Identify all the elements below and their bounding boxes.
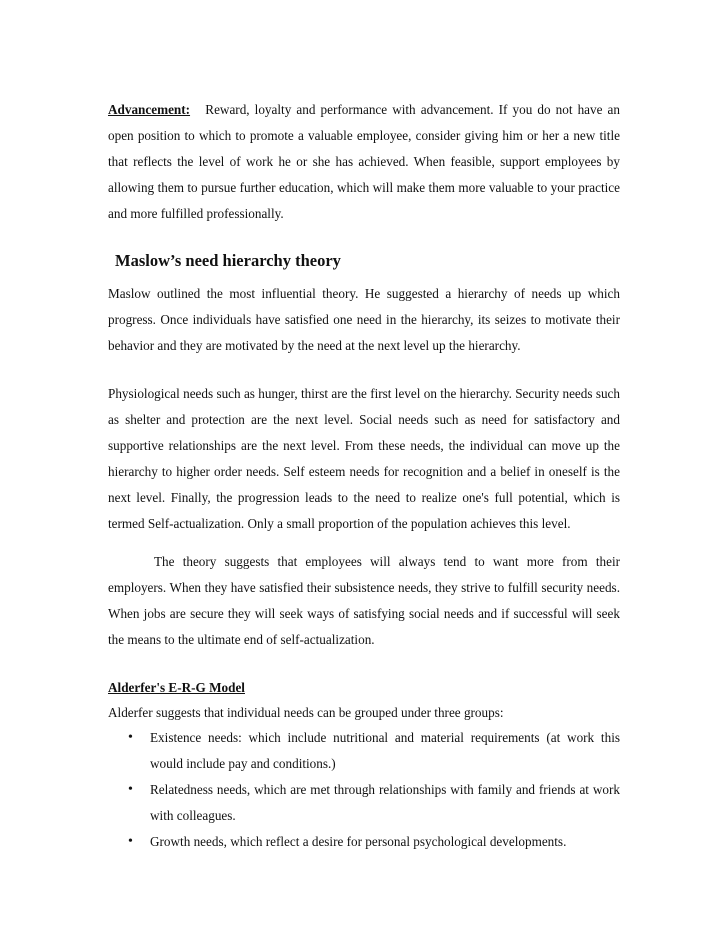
bullet-text-growth: Growth needs, which reflect a desire for personal psychological developments. [150,834,567,849]
bullet-text-existence: Existence needs: which include nutritional and material requirements (at work this would include pay and conditions.) [150,730,620,771]
alderfer-bullet-list [108,725,620,855]
maslow-employers-text: The theory suggests that employees will always tend to want more from their employers. When they have satisfied their subsistence needs, they strive to fulfill security needs. When jobs are secure they will seek ways of satisfying social needs and if successful will seek the means to the ultimate end of self-actualization. [108,554,620,647]
bullet-icon: • [128,730,133,745]
list-item [108,829,620,855]
bullet-text-relatedness: Relatedness needs, which are met through relationships with family and friends at work with colleagues. [150,782,620,823]
list-item [108,725,620,777]
maslow-intro-paragraph: Maslow outlined the most influential theory. He suggested a hierarchy of needs up which progress. Once individuals have satisfied one need in the hierarchy, its seizes to motivate their behavior and they are motivated by the need at the next level up the hierarchy. [108,286,620,353]
maslow-heading: Maslow’s need hierarchy theory [115,251,341,270]
bullet-icon: • [128,782,133,797]
advancement-text: Reward, loyalty and performance with advancement. If you do not have an open position to which to promote a valuable employee, consider giving him or her a new title that reflects the level of work he or she has achieved. When feasible, support employees by allowing them to pursue further education, which will make them more valuable to your practice and more fulfilled professionally. [108,102,620,221]
alderfer-title-text: Alderfer's E-R-G Model [108,680,245,695]
advancement-label: Advancement: [108,102,191,117]
alderfer-title [108,675,620,701]
maslow-employers-paragraph [108,549,620,653]
alderfer-intro: Alderfer suggests that individual needs can be grouped under three groups: [108,705,504,720]
list-item [108,777,620,829]
bullet-icon: • [128,834,133,849]
advancement-paragraph [108,97,620,227]
maslow-levels-paragraph: Physiological needs such as hunger, thirst are the first level on the hierarchy. Security needs such as shelter and protection are the next level. Social needs such as need for satisfactory and supportive relationships are the next level. From these needs, the individual can move up the hierarchy to higher order needs. Self esteem needs for recognition and a belief in oneself is the next level. Finally, the progression leads to the need to realize one's full potential, which is termed Self-actualization. Only a small proportion of the population achieves this level. [108,386,620,531]
